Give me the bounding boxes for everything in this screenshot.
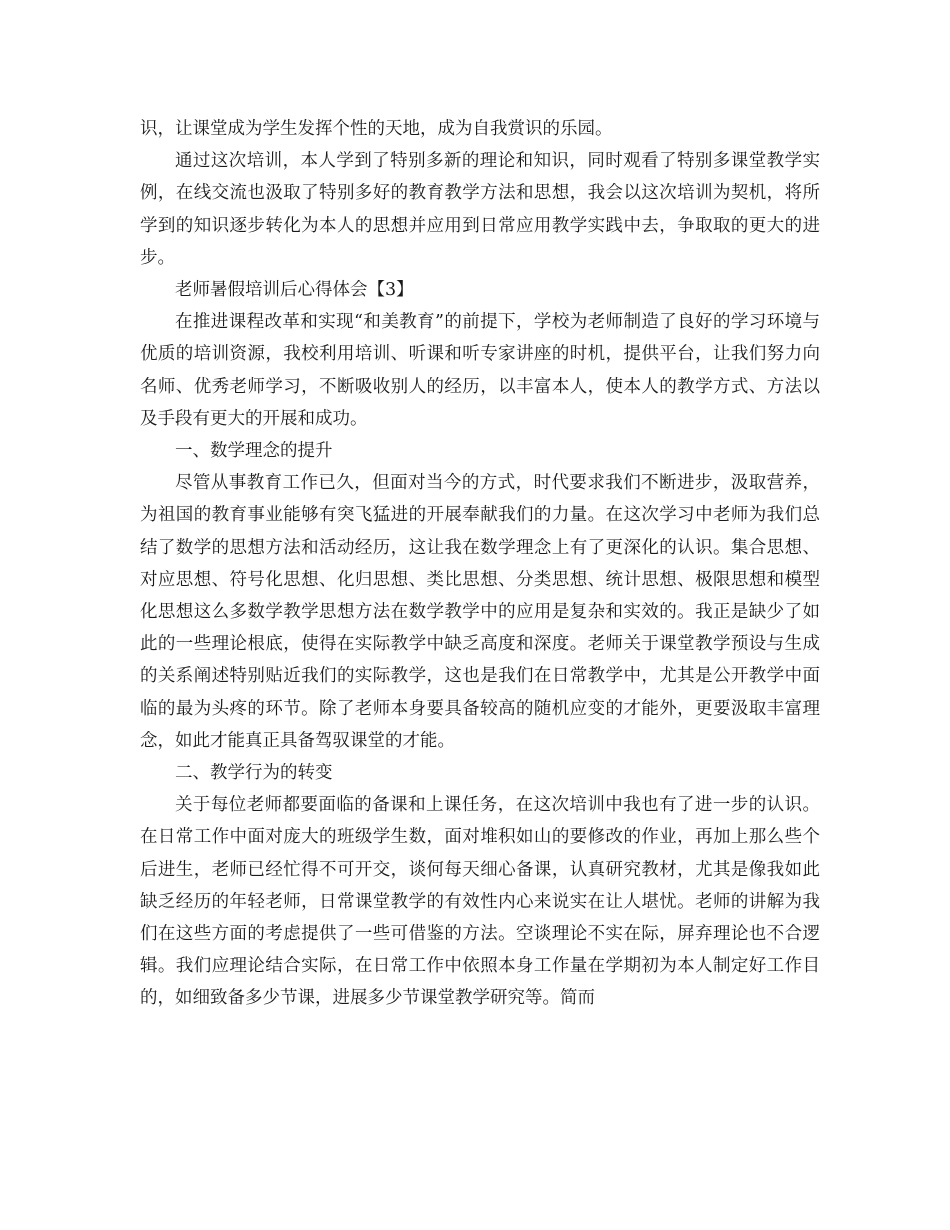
paragraph: 在推进课程改革和实现“和美教育”的前提下，学校为老师制造了良好的学习环境与优质的培训资源，我校利用培训、听课和听专家讲座的时机，提供平台，让我们努力向名师、优秀老师学习，不断吸收别人的经历，以丰富本人，使本人的教学方式、方法以及手段有更大的开展和成功。	[140, 312, 820, 429]
section-heading: 一、数学理念的提升	[175, 441, 333, 462]
paragraph: 识，让课堂成为学生发挥个性的天地，成为自我赏识的乐园。	[140, 119, 613, 139]
document-body	[140, 113, 820, 1015]
section-heading: 老师暑假培训后心得体会【3】	[175, 280, 414, 301]
paragraph: 关于每位老师都要面临的备课和上课任务，在这次培训中我也有了进一步的认识。在日常工作中面对庞大的班级学生数，面对堆积如山的要修改的作业，再加上那么些个后进生，老师已经忙得不可开交，谈何每天细心备课，认真研究教材，尤其是像我如此缺乏经历的年轻老师，日常课堂教学的有效性内心来说实在让人堪忧。老师的讲解为我们在这些方面的考虑提供了一些可借鉴的方法。空谈理论不实在际，屏弃理论也不合逻辑。我们应理论结合实际，在日常工作中依照本身工作量在学期初为本人制定好工作目的，如细致备多少节课，进展多少节课堂教学研究等。简而	[140, 795, 820, 1009]
paragraph: 尽管从事教育工作已久，但面对当今的方式，时代要求我们不断进步，汲取营养，为祖国的教育事业能够有突飞猛进的开展奉献我们的力量。在这次学习中老师为我们总结了数学的思想方法和活动经历，这让我在数学理念上有了更深化的认识。集合思想、对应思想、符号化思想、化归思想、类比思想、分类思想、统计思想、极限思想和模型化思想这么多数学教学思想方法在数学教学中的应用是复杂和实效的。我正是缺少了如此的一些理论根底，使得在实际教学中缺乏高度和深度。老师关于课堂教学预设与生成的关系阐述特别贴近我们的实际教学，这也是我们在日常教学中，尤其是公开教学中面临的最为头疼的环节。除了老师本身要具备较高的随机应变的才能外，更要汲取丰富理念，如此才能真正具备驾驭课堂的才能。	[140, 473, 820, 751]
section-heading: 二、教学行为的转变	[175, 763, 333, 784]
paragraph: 通过这次培训，本人学到了特别多新的理论和知识，同时观看了特别多课堂教学实例，在线交流也汲取了特别多好的教育教学方法和思想，我会以这次培训为契机，将所学到的知识逐步转化为本人的思想并应用到日常应用教学实践中去，争取取的更大的进步。	[140, 151, 820, 268]
